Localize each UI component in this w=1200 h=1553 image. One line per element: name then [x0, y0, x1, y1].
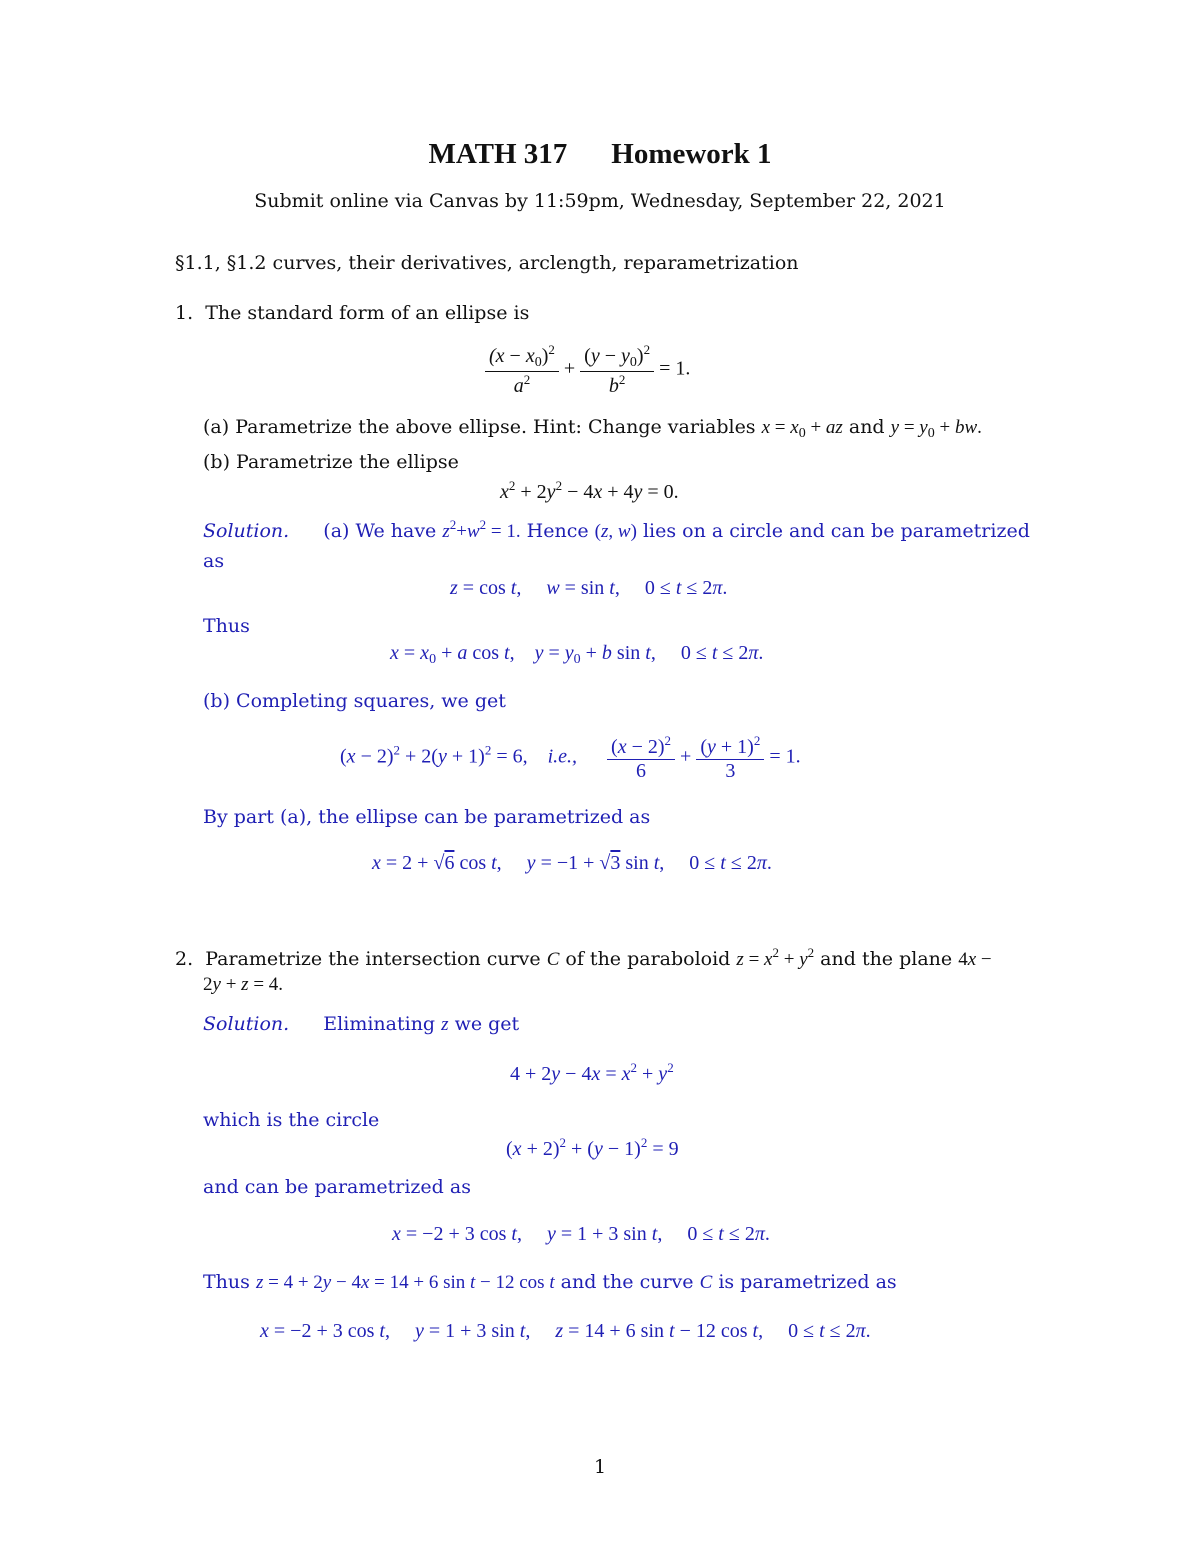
ellipse-standard-form: $\frac{(x - x_0)^2}{a^2}$ + $\frac{(y - y_0)^2}{b^2}$ = 1.: [485, 342, 690, 398]
solution-label: Solution.: [203, 520, 290, 542]
problem-2-line-1: 2. Parametrize the intersection curve C of the paraboloid $z = x^2 + y^2$ and the plane 4x −: [175, 945, 992, 970]
thus-label: Thus: [203, 615, 250, 637]
problem-text: The standard form of an ellipse is: [205, 302, 530, 324]
by-part-a: By part (a), the ellipse can be parametrized as: [203, 806, 651, 828]
ellipse-equation-b: $x^2 + 2y^2 - 4x + 4y = 0$.: [500, 478, 679, 503]
problem-number: 1.: [175, 302, 194, 324]
and-can-be: and can be parametrized as: [203, 1176, 471, 1198]
topics-line: §1.1, §1.2 curves, their derivatives, arclength, reparametrization: [175, 252, 799, 274]
solution-1-line-2: as: [203, 550, 225, 572]
part-a: (a) Parametrize the above ellipse. Hint: Change variables $x = x_0$ + az and $y = y_0$ + bw.: [203, 416, 982, 441]
course-code: MATH 317: [428, 138, 568, 170]
solution-b-intro: (b) Completing squares, we get: [203, 690, 506, 712]
curve-parametrization: x = −2 + 3 cos t, y = 1 + 3 sin t, z = 14 + 6 sin t − 12 cos t, 0 ≤ t ≤ 2π.: [260, 1320, 871, 1342]
ellipse-parametrization-a: $x = x_0 + a$ cos t, $y = y_0 + b$ sin t, 0 ≤ t ≤ 2π.: [390, 642, 764, 667]
submission-note: Submit online via Canvas by 11:59pm, Wednesday, September 22, 2021: [254, 190, 946, 212]
ellipse-parametrization-b: x = 2 + √6 cos t, y = −1 + √3 sin t, 0 ≤ t ≤ 2π.: [372, 852, 772, 874]
circle-parametrization: z = cos t, w = sin t, 0 ≤ t ≤ 2π.: [450, 577, 728, 599]
page-title: [0, 138, 1200, 171]
page-number: 1: [593, 1456, 607, 1478]
completed-squares: $(x - 2)^2 + 2(y + 1)^2 = 6$, i.e., $\frac{(x - 2)^2}{6}$ + $\frac{(y + 1)^2}{3}$ = 1.: [340, 733, 801, 782]
solution-2-line-1: Solution. Eliminating z we get: [203, 1013, 520, 1035]
solution-1-line-1: Solution. (a) We have $z^2+w^2 = 1$. Hence (z, w) lies on a circle and can be parametrized: [203, 517, 1030, 542]
part-b: (b) Parametrize the ellipse: [203, 451, 459, 473]
thus-z-line: Thus z = 4 + 2y − 4x = 14 + 6 sin t − 12 cos t and the curve C is parametrized as: [203, 1271, 897, 1293]
problem-1-intro: [175, 302, 529, 324]
circle-equation: $(x + 2)^2 + (y - 1)^2 = 9$: [506, 1135, 679, 1160]
eliminated-equation: $4 + 2y - 4x = x^2 + y^2$: [510, 1060, 674, 1085]
circle-parametrization-2: x = −2 + 3 cos t, y = 1 + 3 sin t, 0 ≤ t ≤ 2π.: [392, 1223, 770, 1245]
problem-2-line-2: 2y + z = 4.: [203, 974, 284, 995]
assignment-title: Homework 1: [611, 138, 772, 170]
which-circle: which is the circle: [203, 1109, 380, 1131]
